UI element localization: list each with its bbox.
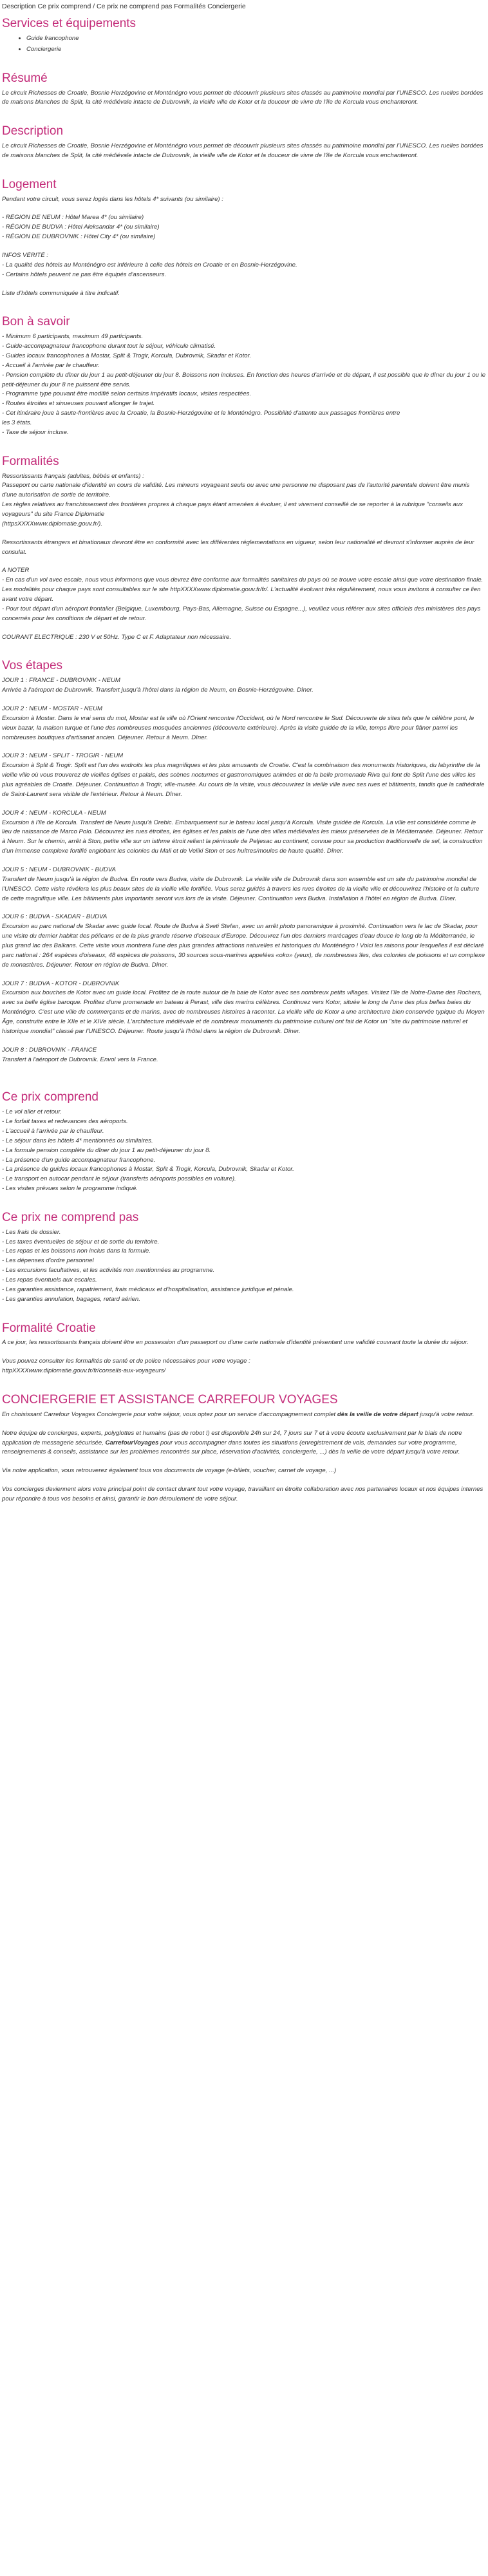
list-item: - Les frais de dossier. xyxy=(2,1228,61,1236)
list-item: - Le transport en autocar pendant le séjour (transferts aéroports possibles en voiture). xyxy=(2,1175,236,1183)
logement-info: - Certains hôtels peuvent ne pas être équipés d'ascenseurs. xyxy=(2,270,167,278)
list-item: - Cet itinéraire joue à saute-frontières avec la Croatie, la Bosnie-Herzégovine et le Monténégro. Possibilité d'attente aux passages frontières entre xyxy=(2,410,400,417)
bon-a-savoir-title: Bon à savoir xyxy=(2,315,70,329)
conciergerie-title: CONCIERGERIE ET ASSISTANCE CARREFOUR VOYAGES xyxy=(2,1393,338,1407)
day-title: JOUR 6 : BUDVA - SKADAR - BUDVA xyxy=(2,913,108,921)
day-title: JOUR 4 : NEUM - KORCULA - NEUM xyxy=(2,809,106,817)
list-item: - Accueil à l'arrivée par le chauffeur. xyxy=(2,361,100,369)
ce-prix-ne-comprend-pas-title: Ce prix ne comprend pas xyxy=(2,1210,139,1224)
day-text: Excursion aux bouches de Kotor avec un guide local. Profitez de la route autour de la baie de Kotor avec ses nombreux petits villages. Visitez l'île de Notre-Dame des Rochers, avec sa belle église baroque. Profitez d'une promenade en bateau à Perast, ville des marins célèbres. Continuez vers Kotor, située le long de l'une des plus belles baies du Monténégro. C'est une ville de commerçants et de marins, avec de nombreuses histoires à raconter. La vieille ville de Kotor a une architecture bien conservée typique du Moyen Âge, construite entre le XIIe et le XIVe siècle. L'architecture médiévale et de nombreux monuments du patrimoine culturel ont fait de Kotor un "site du patrimoine naturel et historique mondial" classé par l'UNESCO. Déjeuner. Route jusqu'à l'hôtel dans la région de Dubrovnik. Dîner. xyxy=(2,989,485,1035)
logement-intro: Pendant votre circuit, vous serez logés dans les hôtels 4* suivants (ou similaire) : xyxy=(2,195,223,203)
day-title: JOUR 3 : NEUM - SPLIT - TROGIR - NEUM xyxy=(2,752,124,760)
resume-text: Le circuit Richesses de Croatie, Bosnie Herzégovine et Monténégro vous permet de découvrir plusieurs sites classés au patrimoine mondial par l'UNESCO. Les ruelles bordées de maisons blanches de Split, la cité médiévale intacte de Dubrovnik, la vieille ville de Kotor et la douceur de vivre de l'île de Korcula vous enchanteront. xyxy=(2,89,483,106)
list-item: - Guides locaux francophones à Mostar, Split & Trogir, Korcula, Dubrovnik, Skadar et Kotor. xyxy=(2,352,252,359)
day-text: Excursion au parc national de Skadar avec guide local. Route de Budva à Sveti Stefan, avec un arrêt photo panoramique à proximité. Continuation vers le lac de Skadar, pour une visite du dernier habitat des pélicans et de la plus grande réserve d'oiseaux d'Europe. Découvrez l'un des derniers marécages d'eau douce le long de la Méditerranée, le plus grand lac des Balkans. Cette visite vous montrera l'une des plus grandes attractions naturelles et historiques du Monténégro ! Voici les raisons pour lesquelles il est déclaré parc national : 264 espèces d'oiseaux, 48 espèces de poissons, 30 sources sous-marines appelées «oko» (yeux), de nombreuses îles, des colonies de poissons et un complexe de monastères. Déjeuner. Retour en région de Budva. Dîner. xyxy=(2,923,485,969)
formalites-text: Les règles relatives au franchissement des frontières propres à chaque pays étant amenées à évoluer, il est vivement conseillé de se reporter à la rubrique "conseils aux voyageurs" du site France Diplomatie xyxy=(2,501,463,518)
formalites-text: Ressortissants étrangers et binationaux devront être en conformité avec les différentes réglementations en vigueur, selon leur nationalité et devront s'informer auprès de leur consulat. xyxy=(2,538,474,556)
day-title: JOUR 7 : BUDVA - KOTOR - DUBROVNIK xyxy=(2,980,120,987)
logement-region: - RÉGION DE NEUM : Hôtel Marea 4* (ou similaire) xyxy=(2,214,144,222)
day-text: Excursion à Split & Trogir. Split est l'un des endroits les plus magnifiques et les plus amusants de Croatie. C'est la combinaison des monuments historiques, du labyrinthe de la vieille ville où vous trouverez de vieilles églises et palais, des scènes nocturnes et gastronomiques animées et de la belle promenade Riva qui font de Split l'une des villes les plus agréables de Croatie. Déjeuner. Continuation à Trogir, ville-musée. Au cours de la visite, vous découvrirez la vieille ville avec ses rues et bâtiments, tandis que la cathédrale de Saint-Laurent sera visible de l'extérieur. Retour à Neum. Dîner. xyxy=(2,762,485,798)
list-item: - Routes étroites et sinueuses pouvant allonger le trajet. xyxy=(2,400,155,408)
logement-info: - La qualité des hôtels au Monténégro est inférieure à celle des hôtels en Croatie et en Bosnie-Herzégovine. xyxy=(2,261,297,269)
list-item: les 3 états. xyxy=(2,419,32,427)
logement-info-title: INFOS VÉRITÉ : xyxy=(2,252,48,260)
a-noter-text: Les modalités pour chaque pays sont consultables sur le site httpXXXXwww.diplomatie.gouv.fr/fr/. L'actualité évoluant très régulièrement, nous vous invitons à consulter ce lien avant votre départ. xyxy=(2,586,481,603)
a-noter-text: - En cas d'un vol avec escale, nous vous informons que vous devrez être conforme aux formalités sanitaires du pays où se trouve votre escale ainsi que votre destination finale. xyxy=(2,576,483,584)
list-item: • Guide francophone xyxy=(26,34,486,44)
day-title: JOUR 8 : DUBROVNIK - FRANCE xyxy=(2,1046,97,1054)
formalites-text: Passeport ou carte nationale d'identité en cours de validité. Les mineurs voyageant seuls ou avec une personne ne disposant pas de l'autorité parentale doivent être munis d'une autorisation de sortie de territoire. xyxy=(2,482,470,499)
a-noter-title: A NOTER xyxy=(2,567,30,574)
logement-title: Logement xyxy=(2,177,57,191)
list-item: - Les visites prévues selon le programme indiqué. xyxy=(2,1185,138,1193)
services-title: Services et équipements xyxy=(2,17,136,31)
formalite-croatie-text: A ce jour, les ressortissants français doivent être en possession d'un passeport ou d'une carte nationale d'identité présentant une validité couvrant toute la durée du séjour. xyxy=(2,1339,469,1347)
breadcrumb[interactable]: Description Ce prix comprend / Ce prix ne comprend pas Formalités Conciergerie xyxy=(2,3,246,10)
resume-title: Résumé xyxy=(2,71,48,85)
conciergerie-text: Via notre application, vous retrouverez également tous vos documents de voyage (e-billets, voucher, carnet de voyage, ...) xyxy=(2,1467,337,1475)
a-noter-text: - Pour tout départ d'un aéroport frontalier (Belgique, Luxembourg, Pays-Bas, Allemagne, Suisse ou Espagne...), veuillez vous référer aux sites officiels des ministères des pays concernés pour les conditions de départ et de retour. xyxy=(2,605,481,622)
formalite-croatie-title: Formalité Croatie xyxy=(2,1321,96,1335)
vos-etapes-title: Vos étapes xyxy=(2,659,63,673)
logement-region: - RÉGION DE BUDVA : Hôtel Aleksandar 4* (ou similaire) xyxy=(2,223,160,231)
list-item: - Taxe de séjour incluse. xyxy=(2,428,69,436)
day-text: Excursion à l'île de Korcula. Transfert de Neum jusqu'à Orebic. Embarquement sur le bateau local jusqu'à Korcula. Visite guidée de Korcula. La ville est considérée comme le lieu de naissance de Marco Polo. Découvrez les rues étroites, les églises et les palais de l'une des villes médiévales les mieux préservées de la Méditerranée. Déjeuner. Retour à Neum. Sur le chemin, arrêt à Ston, petite ville sur un isthme étroit reliant la péninsule de Peljesac au continent, connue pour sa production traditionnelle de sel, la construction d'un immense complexe fortifié englobant les colonies du Mali et de Veliki Ston et ses huîtres/moules de haute qualité. Dîner. xyxy=(2,819,483,855)
day-title: JOUR 2 : NEUM - MOSTAR - NEUM xyxy=(2,705,102,712)
day-title: JOUR 5 : NEUM - DUBROVNIK - BUDVA xyxy=(2,866,116,873)
description-text: Le circuit Richesses de Croatie, Bosnie Herzégovine et Monténégro vous permet de découvrir plusieurs sites classés au patrimoine mondial par l'UNESCO. Les ruelles bordées de maisons blanches de Split, la cité médiévale intacte de Dubrovnik, la vieille ville de Kotor et la douceur de vivre de l'île de Korcula vous enchanteront. xyxy=(2,142,483,159)
formalite-croatie-text: Vous pouvez consulter les formalités de santé et de police nécessaires pour votre voyage : xyxy=(2,1358,250,1365)
list-item: - Programme type pouvant être modifié selon certains impératifs locaux, visites respectées. xyxy=(2,390,252,398)
list-item: - Le séjour dans les hôtels 4* mentionnés ou similaires. xyxy=(2,1137,153,1144)
logement-note: Liste d'hôtels communiquée à titre indicatif. xyxy=(2,289,120,297)
conciergerie-text: Notre équipe de concierges, experts, polyglottes et humains (pas de robot !) est disponible 24h sur 24, 7 jours sur 7 et à votre écoute exclusivement par le biais de notre application de messagerie sécurisée, CarrefourVoyages pour vous accompagner dans toutes les situations (enregistrement de vols, demandes sur votre programme, renseignements & conseils, assistance sur les problèmes rencontrés sur place, réservation d'activités, conciergerie, ...) dès la veille de votre départ jusqu'à votre retour. xyxy=(2,1429,462,1456)
formalite-croatie-link[interactable]: httpXXXXwww.diplomatie.gouv.fr/fr/conseils-aux-voyageurs/ xyxy=(2,1367,166,1375)
list-item: - Les garanties annulation, bagages, retard aérien. xyxy=(2,1295,140,1303)
list-item: - Pension complète du dîner du jour 1 au petit-déjeuner du jour 8. Boissons non incluses. En fonction des heures d'arrivée et de départ, il est possible que le dîner du jour 1 ou le petit-déjeuner du jour 8 ne puissent être servis. xyxy=(2,371,486,388)
day-text: Transfert de Neum jusqu'à la région de Budva. En route vers Budva, visite de Dubrovnik. La vieille ville de Dubrovnik dans son ensemble est un site du patrimoine mondial de l'UNESCO. Cette visite révélera les plus beaux sites de la vieille ville fortifiée. Vous serez guidés à travers les rues étroites de la vieille ville et découvrirez l'histoire et la culture de cette magnifique ville. Les bâtiments plus importants seront vus lors de la visite. Déjeuner. Continuation vers Budva. Installation à l'hôtel en région de Budva. Dîner. xyxy=(2,875,480,902)
logement-region: - RÉGION DE DUBROVNIK : Hôtel City 4* (ou similaire) xyxy=(2,233,156,241)
list-item: • Conciergerie xyxy=(26,45,486,55)
day-title: JOUR 1 : FRANCE - DUBROVNIK - NEUM xyxy=(2,677,120,685)
courant-electrique: COURANT ELECTRIQUE : 230 V et 50Hz. Type C et F. Adaptateur non nécessaire. xyxy=(2,633,232,641)
list-item: - Les garanties assistance, rapatriement, frais médicaux et d'hospitalisation, assistance juridique et pénale. xyxy=(2,1285,294,1293)
list-item: - Le forfait taxes et redevances des aéroports. xyxy=(2,1118,128,1126)
list-item: - Les taxes éventuelles de séjour et de sortie du territoire. xyxy=(2,1238,160,1245)
services-list xyxy=(2,34,486,55)
formalites-text: Ressortissants français (adultes, bébés et enfants) : xyxy=(2,472,144,480)
formalites-link[interactable]: (httpsXXXXwww.diplomatie.gouv.fr/). xyxy=(2,520,103,527)
day-text: Transfert à l'aéroport de Dubrovnik. Envol vers la France. xyxy=(2,1056,158,1063)
day-text: Arrivée à l'aéroport de Dubrovnik. Transfert jusqu'à l'hôtel dans la région de Neum, en Bosnie-Herzégovine. Dîner. xyxy=(2,687,314,694)
formalites-title: Formalités xyxy=(2,454,59,468)
list-item: - La présence d'un guide accompagnateur francophone. xyxy=(2,1156,156,1164)
list-item: - Les excursions facultatives, et les activités non mentionnées au programme. xyxy=(2,1267,215,1274)
list-item: - L'accueil à l'arrivée par le chauffeur. xyxy=(2,1127,104,1135)
days-list xyxy=(2,676,486,1065)
list-item: - Les dépenses d'ordre personnel xyxy=(2,1257,94,1265)
list-item: - La présence de guides locaux francophones à Mostar, Split & Trogir, Korcula, Dubrovnik, Skadar et Kotor. xyxy=(2,1166,294,1173)
conciergerie-text: Vos concierges deviennent alors votre principal point de contact durant tout votre voyage, travaillant en étroite collaboration avec nos partenaires locaux et nos équipes internes pour répondre à tous vos besoins et ainsi, garantir le bon déroulement de votre séjour. xyxy=(2,1486,483,1502)
conciergerie-text: En choisissant Carrefour Voyages Conciergerie pour votre séjour, vous optez pour un service d'accompagnement complet dès la veille de votre départ jusqu'à votre retour. xyxy=(2,1410,474,1418)
list-item: - Les repas et les boissons non inclus dans la formule. xyxy=(2,1247,151,1255)
description-title: Description xyxy=(2,124,64,138)
ce-prix-comprend-title: Ce prix comprend xyxy=(2,1090,99,1104)
list-item: - Les repas éventuels aux escales. xyxy=(2,1276,97,1284)
list-item: - Le vol aller et retour. xyxy=(2,1108,62,1116)
list-item: - La formule pension complète du dîner du jour 1 au petit-déjeuner du jour 8. xyxy=(2,1146,211,1154)
list-item: - Guide-accompagnateur francophone durant tout le séjour, véhicule climatisé. xyxy=(2,343,216,350)
day-text: Excursion à Mostar. Dans le vrai sens du mot, Mostar est la ville où l'Orient rencontre l'Occident, où le Nord rencontre le Sud. Découverte de sites tels que le célèbre pont, le vieux bazar, la maison turque et l'une des nombreuses mosquées anciennes (découverte extérieure). Après la visite guidée de la ville, temps libre pour flâner parmi les nombreuses boutiques d'artisanat ancien. Déjeuner. Retour à Neum. Dîner. xyxy=(2,714,474,741)
list-item: - Minimum 6 participants, maximum 49 participants. xyxy=(2,333,144,341)
